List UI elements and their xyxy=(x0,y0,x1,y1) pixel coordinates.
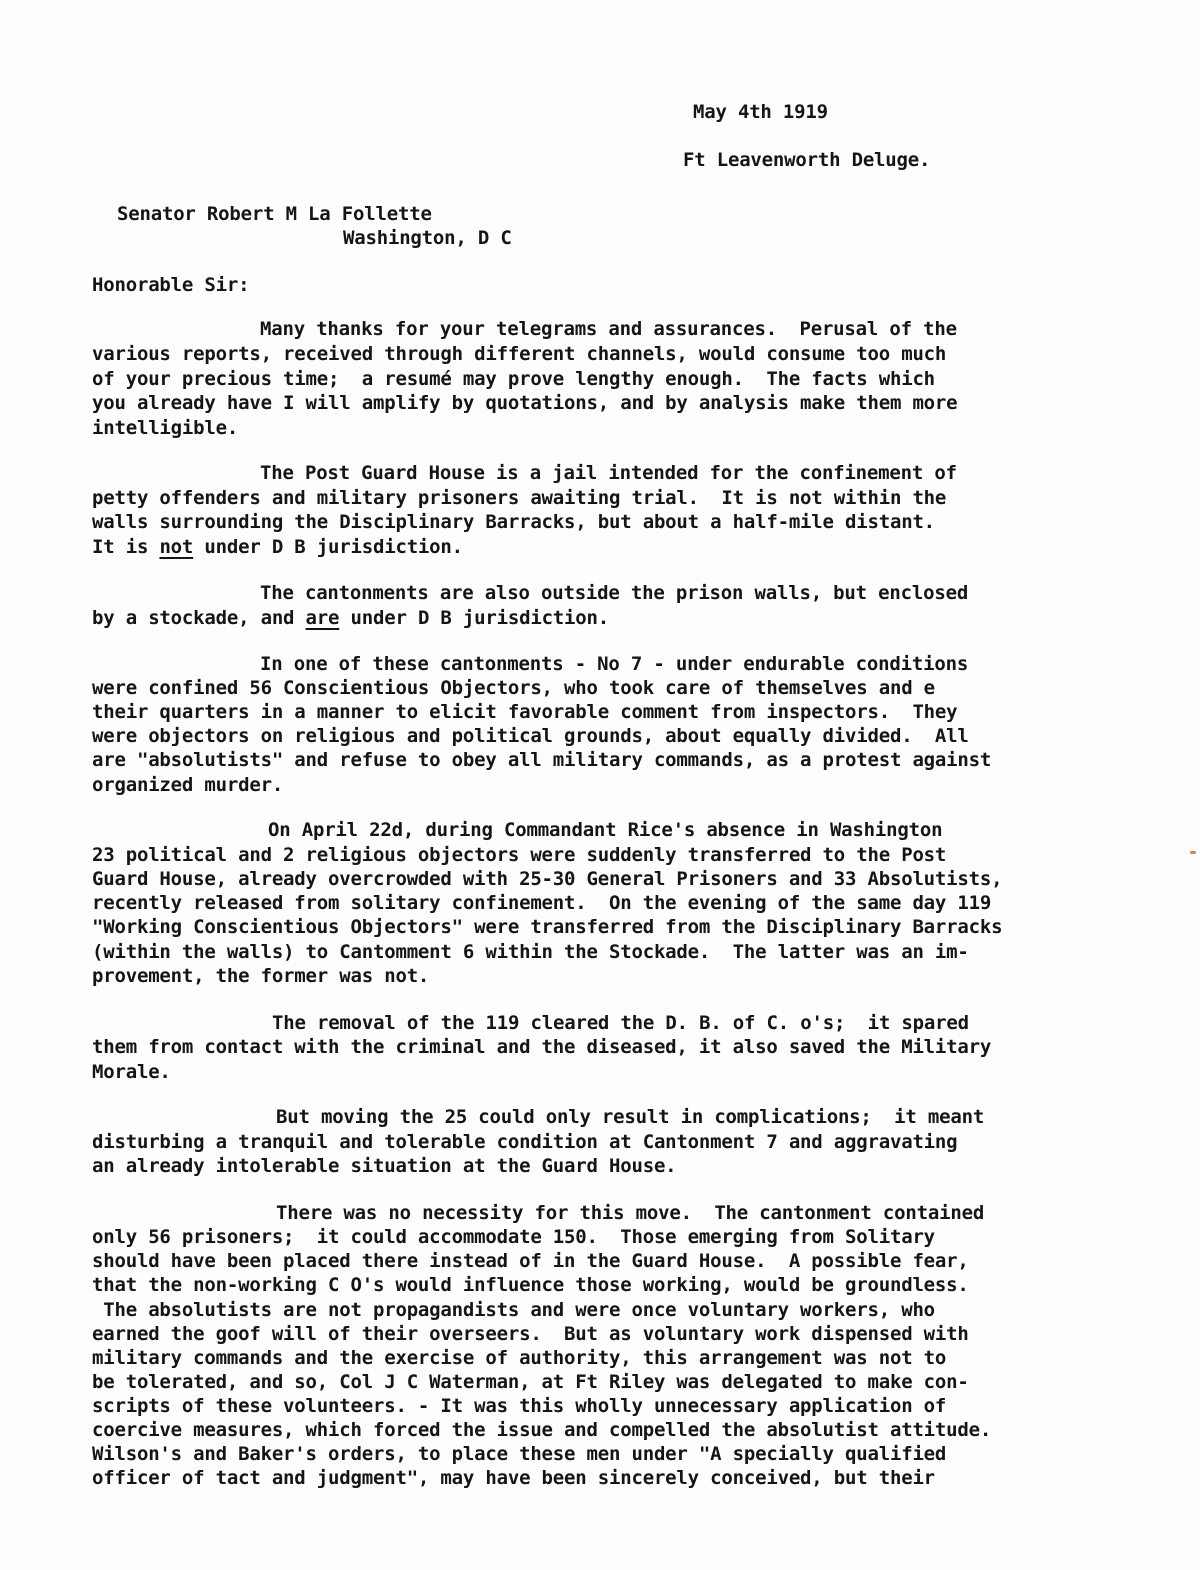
body-line: (within the walls) to Cantomment 6 within the Stockade. The latter was an im- xyxy=(92,941,969,963)
body-line: intelligible. xyxy=(92,417,239,439)
body-line: Morale. xyxy=(92,1061,171,1083)
body-line: In one of these cantonments - No 7 - under endurable conditions xyxy=(260,653,969,675)
body-line: be tolerated, and so, Col J C Waterman, at Ft Riley was delegated to make con- xyxy=(92,1371,969,1393)
body-line: petty offenders and military prisoners awaiting trial. It is not within the xyxy=(92,487,947,509)
body-line: There was no necessity for this move. The cantonment contained xyxy=(276,1202,985,1224)
body-text: under D B jurisdiction. xyxy=(193,536,463,558)
body-line: are "absolutists" and refuse to obey all military commands, as a protest against xyxy=(92,749,992,771)
letter-date: May 4th 1919 xyxy=(693,101,828,123)
body-line: 23 political and 2 religious objectors were suddenly transferred to the Post xyxy=(92,844,947,866)
body-line: The cantonments are also outside the prison walls, but enclosed xyxy=(260,582,969,604)
body-line: their quarters in a manner to elicit favorable comment from inspectors. They xyxy=(92,701,958,723)
body-text: by a stockade, and xyxy=(92,607,306,629)
underlined-word: not xyxy=(159,536,194,558)
body-line: The Post Guard House is a jail intended for the confinement of xyxy=(260,462,957,484)
body-line: them from contact with the criminal and the diseased, it also saved the Military xyxy=(92,1036,992,1058)
body-text: under D B jurisdiction. xyxy=(339,607,610,629)
body-text: It is xyxy=(92,536,160,558)
body-line: walls surrounding the Disciplinary Barracks, but about a half-mile distant. xyxy=(92,511,935,533)
recipient-city: Washington, D C xyxy=(343,227,512,249)
body-line: Wilson's and Baker's orders, to place these men under "A specially qualified xyxy=(92,1443,947,1465)
edge-mark xyxy=(1190,851,1196,854)
body-line: you already have I will amplify by quotations, and by analysis make them more xyxy=(92,392,958,414)
body-line: coercive measures, which forced the issue and compelled the absolutist attitude. xyxy=(92,1419,992,1441)
body-line: officer of tact and judgment", may have been sincerely conceived, but their xyxy=(92,1467,935,1489)
salutation: Honorable Sir: xyxy=(92,274,250,296)
body-line: But moving the 25 could only result in complications; it meant xyxy=(276,1106,985,1128)
underlined-word: are xyxy=(305,607,340,629)
letter-place: Ft Leavenworth Deluge. xyxy=(683,149,931,171)
body-line xyxy=(92,606,609,630)
body-line: On April 22d, during Commandant Rice's absence in Washington xyxy=(268,819,943,841)
body-line: "Working Conscientious Objectors" were transferred from the Disciplinary Barracks xyxy=(92,916,1003,938)
body-line: scripts of these volunteers. - It was this wholly unnecessary application of xyxy=(92,1395,947,1417)
body-line: various reports, received through different channels, would consume too much xyxy=(92,343,947,365)
body-line: Guard House, already overcrowded with 25-30 General Prisoners and 33 Absolutists, xyxy=(92,868,1003,890)
body-line: The removal of the 119 cleared the D. B. of C. o's; it spared xyxy=(272,1012,969,1034)
body-line: were objectors on religious and political grounds, about equally divided. All xyxy=(92,725,969,747)
body-line: Many thanks for your telegrams and assurances. Perusal of the xyxy=(260,318,957,340)
body-line: earned the goof will of their overseers. But as voluntary work dispensed with xyxy=(92,1323,969,1345)
body-line: disturbing a tranquil and tolerable condition at Cantonment 7 and aggravating xyxy=(92,1131,958,1153)
body-line: should have been placed there instead of in the Guard House. A possible fear, xyxy=(92,1250,969,1272)
body-line: recently released from solitary confinement. On the evening of the same day 119 xyxy=(92,892,992,914)
body-line: of your precious time; a resumé may prove lengthy enough. The facts which xyxy=(92,368,935,390)
body-line: only 56 prisoners; it could accommodate 150. Those emerging from Solitary xyxy=(92,1226,935,1248)
body-line: provement, the former was not. xyxy=(92,965,430,987)
body-line: military commands and the exercise of authority, this arrangement was not to xyxy=(92,1347,947,1369)
recipient-name: Senator Robert M La Follette xyxy=(117,203,432,225)
body-line xyxy=(92,535,463,559)
body-line: an already intolerable situation at the Guard House. xyxy=(92,1155,677,1177)
body-line: organized murder. xyxy=(92,774,284,796)
body-line: that the non-working C O's would influence those working, would be groundless. xyxy=(92,1274,969,1296)
body-line: were confined 56 Conscientious Objectors, who took care of themselves and e xyxy=(92,677,935,699)
body-line: The absolutists are not propagandists and were once voluntary workers, who xyxy=(92,1299,935,1321)
